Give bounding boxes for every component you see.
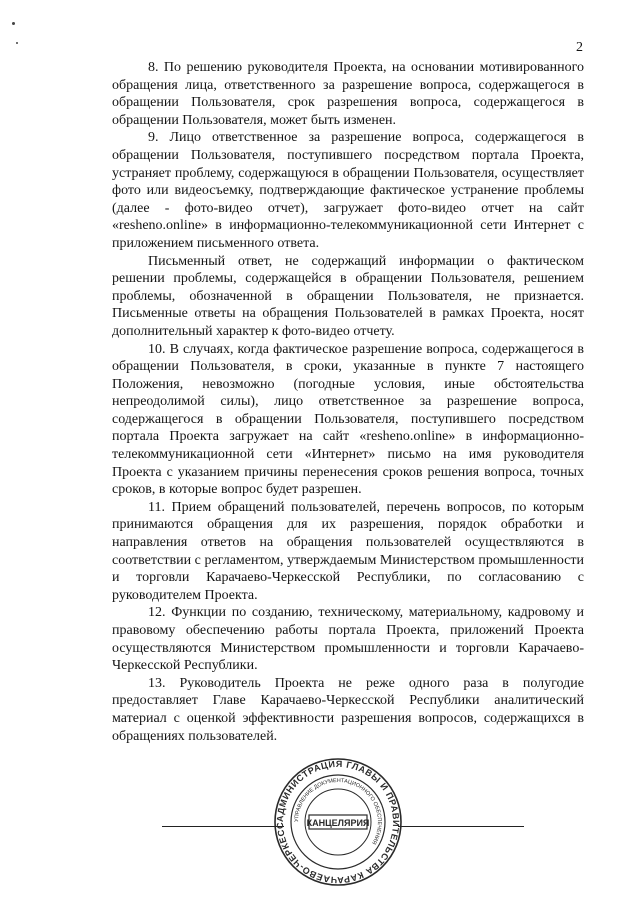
svg-text:АДМИНИСТРАЦИЯ ГЛАВЫ И ПРАВИТЕЛ: АДМИНИСТРАЦИЯ ГЛАВЫ И ПРАВИТЕЛЬСТВА КАРАЧАЕВО-ЧЕРКЕСС [274, 758, 402, 886]
scan-dot [12, 22, 15, 25]
signature-line-left [162, 826, 284, 827]
svg-text:КАНЦЕЛЯРИЯ: КАНЦЕЛЯРИЯ [306, 818, 370, 828]
page-number: 2 [576, 40, 583, 55]
paragraph-12: 12. Функции по созданию, техническому, материальному, кадровому и правовому обеспечению работы портала Проекта, приложений Проекта осуществляются Министерством промышленности и торговли Карачаево-Черкесской Республики. [112, 605, 584, 674]
paragraph-8: 8. По решению руководителя Проекта, на основании мотивированного обращения лица, ответственного за разрешение вопроса, содержащегося в обращении Пользователя, срок разрешения вопроса, содержащегося в обращении Пользователя, может быть изменен. [112, 60, 584, 128]
office-stamp [273, 757, 403, 887]
paragraph-13: 13. Руководитель Проекта не реже одного раза в полугодие предоставляет Главе Карачаево-Черкесской Республики аналитический материал с оценкой эффективности разрешения вопросов, содержащихся в обращениях пользователей. [112, 675, 584, 744]
signature-line-right [398, 826, 524, 827]
stamp-seal-image [273, 757, 403, 887]
scan-dot [16, 42, 18, 44]
document-body [112, 59, 584, 745]
paragraph-9: 9. Лицо ответственное за разрешение вопроса, содержащегося в обращении Пользователя, поступившего посредством портала Проекта, устраняет проблему, содержащуюся в обращении Пользователя, осуществляет фото или видеосъемку, подтверждающие фактическое устранение проблемы (далее - фото-видео отчет), загружает фото-видео отчет на сайт «resheno.online» в информационно-телекоммуникационной сети Интернет с приложением письменного ответа. [112, 130, 584, 251]
svg-text:УПРАВЛЕНИЕ ДОКУМЕНТАЦИОННОГО О: УПРАВЛЕНИЕ ДОКУМЕНТАЦИОННОГО ОБЕСПЕЧЕНИЯ [293, 777, 383, 846]
paragraph-written-answer: Письменный ответ, не содержащий информации о фактическом решении проблемы, содержащейся в обращении Пользователя, решением проблемы, обозначенной в обращении Пользователя, не признается. Письменные ответы на обращения Пользователей в рамках Проекта, носят дополнительный характер к фото-видео отчету. [112, 253, 584, 339]
paragraph-10: 10. В случаях, когда фактическое разрешение вопроса, содержащегося в обращении Пользователя, в сроки, указанные в пункте 7 настоящего Положения, невозможно (погодные условия, иные обстоятельства непреодолимой силы), лицо ответственное за разрешение вопроса, содержащегося в обращении Пользователя, поступившего посредством портала Проекта загружает на сайт «resheno.online» в информационно-телекоммуникационной сети «Интернет» письмо на имя руководителя Проекта с указанием причины перенесения сроков решения вопроса, точных сроков, в которые вопрос будет разрешен. [112, 341, 584, 498]
paragraph-11: 11. Прием обращений пользователей, перечень вопросов, по которым принимаются обращения для их разрешения, порядок обработки и направления ответов на обращения пользователей осуществляются в соответствии с регламентом, утверждаемым Министерством промышленности и торговли Карачаево-Черкесской Республики, по согласованию с руководителем Проекта. [112, 499, 584, 603]
